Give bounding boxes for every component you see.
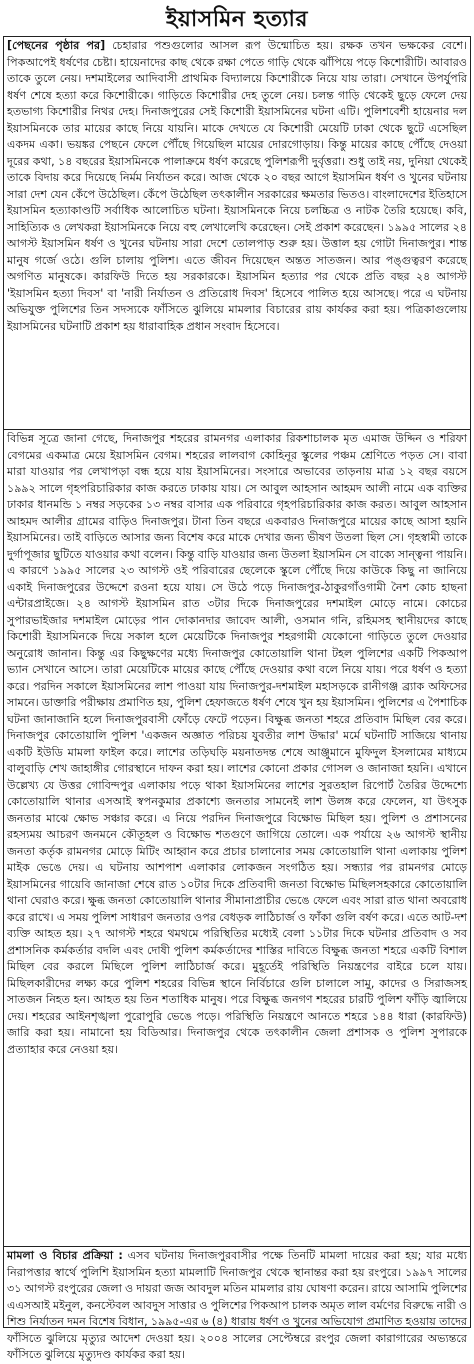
paragraph-text: চেহারার পশুগুলোর আসল রূপ উন্মোচিত হয়। রক্ষক তখন ভক্ষকের বেশে। পিকআপেই ধর্ষণের চেষ্টা। হায়েনাদের কাছ থেকে রক্ষা পেতে গাড়ি থেকে ঝাঁপিয়ে পড়ে কিশোরীটি। আবারও তাকে তুলে নেয়। দশমাইলের আদিবাসী প্রাথমিক বিদ্যালয়ে কিশোরীকে নিয়ে যায় তারা। সেখানে উপর্যুপরি ধর্ষণ শেষে হত্যা করে কিশোরীকে। গাড়িতে কিশোরীর দেহ তুলে নেয়। চলন্ত গাড়ি থেকেই ছুড়ে ফেলে দেয় হতভাগ্য কিশোরীর নিথর দেহ। দিনাজপুরের সেই কিশোরী ইয়াসমিনের ঘটনা এটি। পুলিশবেশী হায়েনার দল ইয়াসমিনকে তার মায়ের কাছে নিয়ে যায়নি। মাকে দেখতে যে কিশোরী মেয়েটি ঢাকা থেকে ছুটে এসেছিল একদম একা। ভয়ঙ্কর পেছনে ফেলে পৌঁছে গিয়েছিল মায়ের দোরগোড়ায়। কিন্তু মায়ের কাছে পৌঁছে দেওয়া দূরের কথা, ১৪ বছরের ইয়াসমিনকে পালাক্রমে ধর্ষণ করেছে পুলিশরূপী দুর্বৃত্তরা। শুধু তাই নয়, দুনিয়া থেকেই তাকে বিদায় করে দিয়েছে নির্মম নির্যাতন করে। আজ থেকে ২০ বছর আগে ইয়াসমিন ধর্ষণ ও খুনের ঘটনায় সারা দেশ যেন কেঁপে উঠেছিল। কেঁপে উঠেছিল তৎকালীন সরকারের ক্ষমতার ভিতও। বাংলাদেশের ইতিহাসে ইয়াসমিন হত্যাকাণ্ডটি সর্বাধিক আলোচিত ঘটনা। ইয়াসমিনকে নিয়ে চলচ্চিত্র ও নাটক তৈরি হয়েছে। কবি, সাহিত্যিক ও লেখকরা ইয়াসমিনকে নিয়ে বহু লেখালেখি করেছেন। সেই প্রকাশ করেছেন। ১৯৯৫ সালের ২৪ আগস্ট ইয়াসমিন ধর্ষণ ও খুনের ঘটনায় সারা দেশে তোলপাড় শুরু হয়। উত্তাল হয় গোটা দিনাজপুর। শান্ত মানুষ গর্জে ওঠে। গুলি চালায় পুলিশ। এতে জীবন দিয়েছেন অন্তত সাতজন। আর পঙ্গুত্বরণ করেছে অগণিত মানুষকে। কারফিউ দিতে হয় সরকারকে। ইয়াসমিন হত্যার পর থেকে প্রতি বছর ২৪ আগস্ট 'ইয়াসমিন হত্যা দিবস' বা 'নারী নির্যাতন ও প্রতিরোধ দিবস' হিসেবে পালিত হয়ে আসছে। পরে এ ঘটনায় অভিযুক্ত পুলিশের তিন সদস্যকে ফাঁসিতে ঝুলিয়ে মামলার বিচারের রায় কার্যকর করা হয়। পত্রিকাগুলোয় ইয়াসমিনের ঘটনাটি প্রকাশ হয় ধারাবাহিক প্রধান সংবাদ হিসেবে। xyxy=(7,39,467,333)
article-section-background xyxy=(3,429,471,1247)
article-section-trial xyxy=(3,1246,471,1361)
paragraph xyxy=(7,431,467,1058)
paragraph-text: এসব ঘটনায় দিনাজপুরবাসীর পক্ষে তিনটি মামলা দায়ের করা হয়; যার মধ্যে নিরাপত্তার স্বার্থে পুলিশি ইয়াসমিন হত্যা মামলাটি দিনাজপুর থেকে স্থানান্তর করা হয় রংপুরে। ১৯৯৭ সালের ৩১ আগস্ট রংপুরের জেলা ও দায়রা জজ আবদুল মতিন মামলার রায় ঘোষণা করেন। রায়ে আসামি পুলিশের এএসআই মইনুল, কনস্টেবল আবদুস সাত্তার ও পুলিশের পিকআপ চালক অমৃত লাল বর্মণের বিরুদ্ধে নারী ও শিশু নির্যাতন দমন বিশেষ বিধান, ১৯৯৫-এর ৬ (৪) ধারায় ধর্ষণ ও খুনের অভিযোগ প্রমাণিত হওয়ায় তাদের ফাঁসিতে ঝুলিয়ে মৃত্যুর আদেশ দেওয়া হয়। ২০০৪ সালের সেপ্টেম্বরে রংপুর জেলা কারাগারের অভ্যন্তরে ফাঁসিতে ঝুলিয়ে মৃত্যুদণ্ড কার্যকর করা হয়। xyxy=(7,1249,467,1361)
paragraph-text: বিভিন্ন সূত্রে জানা গেছে, দিনাজপুর শহরের রামনগর এলাকার রিকশাচালক মৃত এমাজ উদ্দিন ও শরিফা বেগমের একমাত্র মেয়ে ইয়াসমিন বেগম। শহরের লালবাগ কোহিনূর স্কুলের পঞ্চম শ্রেণিতে পড়ত সে। বাবা মারা যাওয়ার পর লেখাপড়া বন্ধ হয়ে যায় ইয়াসমিনের। সংসারে অভাবের তাড়নায় মাত্র ১২ বছর বয়সে ১৯৯২ সালে গৃহপরিচারিকার কাজ করতে ঢাকায় যায়। সে আবুল আহসান আহমদ আলী নামে এক ব্যক্তির ঢাকার ধানমন্ডি ১ নম্বর সড়কের ১৩ নম্বর বাসার এক পরিবারে গৃহপরিচারিকার কাজ করত। আবুল আহসান আহমদ আলীর গ্রামের বাড়িও দিনাজপুর। টানা তিন বছরে একবারও দিনাজপুরে মায়ের কাছে আসা হয়নি ইয়াসমিনের। তাই বাড়িতে আসার জন্য বিশেষ করে মাকে দেখার জন্য ভীষণ উতলা ছিল সে। গৃহস্বামী তাকে দুর্গাপূজার ছুটিতে যাওয়ার কথা বলেন। কিন্তু বাড়ি যাওয়ার জন্য উতলা ইয়াসমিন সে বাক্যে সান্ত্বনা পায়নি। এ কারণে ১৯৯৫ সালের ২৩ আগস্ট ওই পরিবারের ছেলেকে স্কুলে পৌঁছে দিয়ে কাউকে কিছু না জানিয়ে একাই দিনাজপুরের উদ্দেশে রওনা হয়ে যায়। সে উঠে পড়ে দিনাজপুর-ঠাকুরগাঁওগামী নৈশ কোচ হাছনা এন্টারপ্রাইজে। ২৪ আগস্ট ইয়াসমিন রাত ৩টার দিকে দিনাজপুরের দশমাইল মোড়ে নামে। কোচের সুপারভাইজার দশমাইল মোড়ের পান দোকানদার জাবেদ আলী, ওসমান গনি, রহিমসহ স্থানীয়দের কাছে কিশোরী ইয়াসমিনকে দিয়ে সকাল হলে মেয়েটিকে দিনাজপুর শহরগামী যেকোনো গাড়িতে তুলে দেওয়ার অনুরোধ জানান। কিন্তু এর কিছুক্ষণের মধ্যে দিনাজপুর কোতোয়ালি থানা টহল পুলিশের একটি পিকআপ ভ্যান সেখানে আসে। তারা মেয়েটিকে মায়ের কাছে পৌঁছে দেওয়ার কথা বলে নিয়ে যায়। পরে ধর্ষণ ও হত্যা করে। পরদিন সকালে ইয়াসমিনের লাশ পাওয়া যায় দিনাজপুর-দশমাইল মহাসড়কে রানীগঞ্জ ব্র্যাক অফিসের সামনে। ডাক্তারি পরীক্ষায় প্রমাণিত হয়, পুলিশ হেফাজতে ধর্ষণ শেষে খুন হয় ইয়াসমিন। পুলিশের এ পৈশাচিক ঘটনা জানাজানি হলে দিনাজপুরবাসী ফোঁড়ে ফেটে পড়েন। বিক্ষুব্ধ জনতা শহরে প্রতিবাদ মিছিল বের করে। দিনাজপুর কোতোয়ালি পুলিশ 'একজন অজ্ঞাত পরিচয় যুবতীর লাশ উদ্ধার' মর্মে ঘটনাটি সাজিয়ে থানায় একটি ইউডি মামলা ফাইল করে। লাশের তড়িঘড়ি ময়নাতদন্ত শেষে আঞ্জুমানে মুফিদুল ইসলামের মাধ্যমে বালুবাড়ি শেখ জাহাঙ্গীর গোরস্থানে দাফন করা হয়। লাশের কোনো প্রকার গোসল ও জানাজা হয়নি। এখানে উল্লেখ্য যে উত্তর গোবিন্দপুর এলাকায় পড়ে থাকা ইয়াসমিনের লাশের সুরতহাল রিপোর্ট তৈরির উদ্দেশ্যে কোতোয়ালি থানার এসআই স্বপনকুমার প্রকাশ্যে জনতার সামনেই লাশ উলঙ্গ করে ফেলেন, যা উৎসুক জনতার মাঝে ক্ষোভ সঞ্চার করে। এ নিয়ে পরদিন দিনাজপুরে বিক্ষোভ মিছিল হয়। পুলিশ ও প্রশাসনের রহস্যময় আচরণ জনমনে কৌতূহল ও বিক্ষোভ শতগুণে জাগিয়ে তোলে। এক পর্যায়ে ২৬ আগস্ট স্থানীয় জনতা কর্তৃক রামনগর মোড়ে মিটিং আহ্বান করে প্রচার চালানোর সময় কোতোয়ালি থানা এলাকায় পুলিশ মাইক ভেঙে দেয়। এ ঘটনায় আশপাশ এলাকার লোকজন সংগঠিত হয়। সন্ধ্যার পর রামনগর মোড়ে ইয়াসমিনের গায়েবি জানাজা শেষে রাত ১০টার দিকে প্রতিবাদী জনতা বিক্ষোভ মিছিলসহকারে কোতোয়ালি থানা ঘেরাও করে। ক্ষুব্ধ জনতা কোতোয়ালি থানার সীমানাপ্রাচীর ভেঙে ফেলে এবং সারা রাত থানা অবরোধ করে রাখে। এ সময় পুলিশ সাধারণ জনতার ওপর বেধড়ক লাঠিচার্জ ও ফাঁকা গুলি বর্ষণ করে। এতে আট-দশ ব্যক্তি আহত হয়। ২৭ আগস্ট শহরে থমথমে পরিস্থিতির মধ্যেই বেলা ১১টার দিকে ঘটনার প্রতিবাদ ও সব প্রশাসনিক কর্মকর্তার বদলি এবং দোষী পুলিশ কর্মকর্তাদের শাস্তির দাবিতে বিক্ষুব্ধ জনতা শহরে একটি বিশাল মিছিল বের করলে মিছিলে পুলিশ লাঠিচার্জ করে। মুহূর্তেই পরিস্থিতি নিয়ন্ত্রণের বাইরে চলে যায়। মিছিলকারীদের লক্ষ্য করে পুলিশ শহরের বিভিন্ন স্থানে নির্বিচারে গুলি চালালে সামু, কাদের ও সিরাজসহ সাতজন নিহত হন। আহত হয় তিন শতাধিক মানুষ। পরে বিক্ষুব্ধ জনগণ শহরের চারটি পুলিশ ফাঁড়ি জ্বালিয়ে দেয়। শহরের আইনশৃঙ্খলা পুরোপুরি ভেঙে পড়ে। পরিস্থিতি নিয়ন্ত্রণে আনতে শহরে ১৪৪ ধারা (কারফিউ) জারি করা হয়। নামানো হয় বিডিআর। দিনাজপুর থেকে তৎকালীন জেলা প্রশাসক ও পুলিশ সুপারকে প্রত্যাহার করে নেওয়া হয়। xyxy=(7,432,467,1056)
paragraph xyxy=(7,38,467,335)
section-heading: মামলা ও বিচার প্রক্রিয়া : xyxy=(7,1249,123,1262)
paragraph xyxy=(7,1248,467,1364)
continued-from-label: [পেছনের পৃষ্ঠার পর] xyxy=(7,39,106,52)
newspaper-clipping xyxy=(0,4,474,1361)
article-title: ইয়াসমিন হত্যার xyxy=(165,7,309,32)
article-section-continuation xyxy=(3,36,471,430)
